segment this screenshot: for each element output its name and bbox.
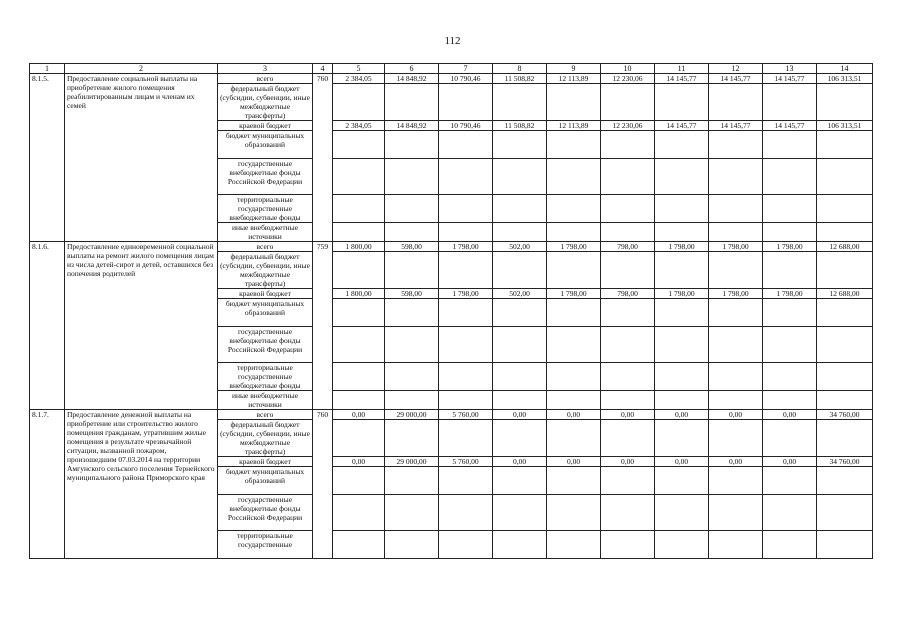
amount-cell — [817, 363, 873, 391]
amount-cell: 14 848,92 — [385, 121, 439, 131]
amount-cell — [333, 159, 385, 195]
amount-cell — [493, 363, 547, 391]
section-code: 8.1.7. — [30, 410, 65, 559]
amount-cell — [493, 252, 547, 289]
amount-cell — [763, 391, 817, 410]
group-code: 760 — [313, 74, 333, 242]
amount-cell — [763, 131, 817, 159]
column-number: 10 — [601, 64, 655, 74]
amount-cell: 1 798,00 — [655, 242, 709, 252]
amount-cell — [655, 495, 709, 531]
column-number: 6 — [385, 64, 439, 74]
amount-cell: 106 313,51 — [817, 74, 873, 84]
amount-cell — [601, 299, 655, 327]
amount-cell — [655, 391, 709, 410]
amount-cell — [655, 363, 709, 391]
amount-cell: 12 230,06 — [601, 74, 655, 84]
column-number: 2 — [65, 64, 218, 74]
amount-cell: 12 688,00 — [817, 242, 873, 252]
amount-cell — [547, 84, 601, 121]
funding-source: иные внебюджетные источники — [218, 223, 313, 242]
amount-cell — [439, 327, 493, 363]
amount-cell: 10 790,46 — [439, 121, 493, 131]
amount-cell: 0,00 — [547, 457, 601, 467]
amount-cell: 14 145,77 — [655, 74, 709, 84]
amount-cell: 0,00 — [333, 457, 385, 467]
amount-cell — [493, 223, 547, 242]
amount-cell: 1 798,00 — [709, 289, 763, 299]
amount-cell: 106 313,51 — [817, 121, 873, 131]
amount-cell — [655, 252, 709, 289]
amount-cell — [709, 391, 763, 410]
amount-cell — [333, 223, 385, 242]
amount-cell — [547, 131, 601, 159]
amount-cell — [709, 495, 763, 531]
amount-cell — [817, 159, 873, 195]
column-number: 9 — [547, 64, 601, 74]
funding-source: всего — [218, 74, 313, 84]
amount-cell — [709, 420, 763, 457]
amount-cell: 5 760,00 — [439, 457, 493, 467]
funding-source: всего — [218, 410, 313, 420]
amount-cell — [439, 420, 493, 457]
amount-cell — [547, 495, 601, 531]
amount-cell: 2 384,05 — [333, 121, 385, 131]
amount-cell: 0,00 — [709, 457, 763, 467]
amount-cell: 0,00 — [655, 457, 709, 467]
amount-cell: 11 508,82 — [493, 74, 547, 84]
amount-cell: 1 798,00 — [547, 242, 601, 252]
amount-cell — [763, 195, 817, 223]
amount-cell: 0,00 — [547, 410, 601, 420]
funding-source: иные внебюджетные источники — [218, 391, 313, 410]
amount-cell — [493, 531, 547, 559]
amount-cell: 0,00 — [601, 410, 655, 420]
amount-cell: 14 145,77 — [763, 74, 817, 84]
amount-cell — [763, 327, 817, 363]
amount-cell — [547, 159, 601, 195]
amount-cell: 0,00 — [493, 410, 547, 420]
amount-cell: 10 790,46 — [439, 74, 493, 84]
amount-cell — [817, 299, 873, 327]
amount-cell: 29 000,00 — [385, 457, 439, 467]
amount-cell — [439, 531, 493, 559]
amount-cell: 0,00 — [493, 457, 547, 467]
column-number: 14 — [817, 64, 873, 74]
amount-cell: 1 798,00 — [655, 289, 709, 299]
amount-cell: 1 800,00 — [333, 289, 385, 299]
amount-cell — [709, 252, 763, 289]
amount-cell — [709, 159, 763, 195]
amount-cell — [655, 84, 709, 121]
amount-cell — [547, 223, 601, 242]
amount-cell: 12 688,00 — [817, 289, 873, 299]
amount-cell — [763, 223, 817, 242]
column-number: 7 — [439, 64, 493, 74]
group-code: 760 — [313, 410, 333, 559]
amount-cell: 1 798,00 — [439, 242, 493, 252]
amount-cell — [601, 84, 655, 121]
amount-cell — [817, 391, 873, 410]
funding-source: территориальные государственные — [218, 531, 313, 559]
amount-cell: 1 798,00 — [547, 289, 601, 299]
amount-cell — [709, 531, 763, 559]
amount-cell — [709, 131, 763, 159]
amount-cell — [655, 467, 709, 495]
column-number: 11 — [655, 64, 709, 74]
funding-source: государственные внебюджетные фонды Российской Федерации — [218, 495, 313, 531]
column-number: 1 — [30, 64, 65, 74]
amount-cell — [385, 131, 439, 159]
amount-cell: 14 145,77 — [655, 121, 709, 131]
amount-cell — [385, 195, 439, 223]
amount-cell — [763, 495, 817, 531]
amount-cell — [333, 467, 385, 495]
amount-cell — [817, 420, 873, 457]
amount-cell: 14 145,77 — [709, 121, 763, 131]
amount-cell: 14 848,92 — [385, 74, 439, 84]
section-code: 8.1.6. — [30, 242, 65, 410]
amount-cell — [493, 131, 547, 159]
section-name: Предоставление единовременной социальной выплаты на ремонт жилого помещения лицам из числа детей-сирот и детей, оставшихся без попечения родителей — [65, 242, 218, 410]
amount-cell: 0,00 — [333, 410, 385, 420]
amount-cell — [763, 531, 817, 559]
amount-cell: 5 760,00 — [439, 410, 493, 420]
amount-cell — [817, 467, 873, 495]
column-number: 3 — [218, 64, 313, 74]
amount-cell: 1 798,00 — [763, 242, 817, 252]
amount-cell — [547, 195, 601, 223]
funding-source: краевой бюджет — [218, 289, 313, 299]
amount-cell — [655, 531, 709, 559]
funding-source: федеральный бюджет (субсидии, субвенции, иные межбюджетные трансферты) — [218, 84, 313, 121]
section-row-total — [30, 410, 873, 420]
amount-cell — [439, 223, 493, 242]
amount-cell: 14 145,77 — [763, 121, 817, 131]
amount-cell: 29 000,00 — [385, 410, 439, 420]
amount-cell — [763, 363, 817, 391]
column-number: 12 — [709, 64, 763, 74]
amount-cell — [493, 420, 547, 457]
amount-cell — [333, 363, 385, 391]
section-name: Предоставление социальной выплаты на приобретение жилого помещения реабилитированным лицам и членам их семей — [65, 74, 218, 242]
amount-cell — [439, 131, 493, 159]
funding-source: федеральный бюджет (субсидии, субвенции, иные межбюджетные трансферты) — [218, 420, 313, 457]
amount-cell — [763, 467, 817, 495]
amount-cell — [817, 495, 873, 531]
amount-cell: 1 800,00 — [333, 242, 385, 252]
amount-cell — [439, 252, 493, 289]
amount-cell — [547, 531, 601, 559]
amount-cell — [333, 131, 385, 159]
amount-cell: 12 113,89 — [547, 121, 601, 131]
funding-source: бюджет муниципальных образований — [218, 299, 313, 327]
amount-cell — [601, 252, 655, 289]
amount-cell — [333, 84, 385, 121]
amount-cell — [709, 467, 763, 495]
amount-cell: 1 798,00 — [763, 289, 817, 299]
amount-cell — [655, 223, 709, 242]
amount-cell: 0,00 — [601, 457, 655, 467]
amount-cell — [493, 84, 547, 121]
amount-cell — [709, 363, 763, 391]
amount-cell — [655, 327, 709, 363]
amount-cell — [601, 363, 655, 391]
funding-source: территориальные государственные внебюджетные фонды — [218, 195, 313, 223]
amount-cell — [385, 531, 439, 559]
amount-cell — [547, 467, 601, 495]
amount-cell — [709, 223, 763, 242]
amount-cell — [493, 327, 547, 363]
amount-cell — [493, 391, 547, 410]
amount-cell: 34 760,00 — [817, 457, 873, 467]
amount-cell — [333, 299, 385, 327]
amount-cell — [709, 327, 763, 363]
section-row-total — [30, 74, 873, 84]
amount-cell — [385, 391, 439, 410]
group-code: 759 — [313, 242, 333, 410]
amount-cell — [333, 391, 385, 410]
amount-cell — [547, 391, 601, 410]
amount-cell: 598,00 — [385, 242, 439, 252]
amount-cell — [817, 531, 873, 559]
amount-cell: 598,00 — [385, 289, 439, 299]
amount-cell — [601, 467, 655, 495]
amount-cell — [817, 195, 873, 223]
amount-cell — [439, 84, 493, 121]
amount-cell: 0,00 — [763, 457, 817, 467]
amount-cell — [601, 159, 655, 195]
amount-cell — [655, 131, 709, 159]
amount-cell — [763, 252, 817, 289]
amount-cell — [655, 159, 709, 195]
budget-table — [29, 63, 873, 559]
amount-cell: 12 230,06 — [601, 121, 655, 131]
amount-cell — [439, 159, 493, 195]
amount-cell — [439, 195, 493, 223]
amount-cell — [601, 495, 655, 531]
column-number: 8 — [493, 64, 547, 74]
amount-cell — [439, 467, 493, 495]
amount-cell: 2 384,05 — [333, 74, 385, 84]
funding-source: краевой бюджет — [218, 457, 313, 467]
amount-cell — [439, 495, 493, 531]
amount-cell: 798,00 — [601, 289, 655, 299]
amount-cell — [439, 391, 493, 410]
amount-cell — [333, 327, 385, 363]
amount-cell: 0,00 — [763, 410, 817, 420]
amount-cell — [817, 131, 873, 159]
section-code: 8.1.5. — [30, 74, 65, 242]
amount-cell — [601, 195, 655, 223]
amount-cell: 34 760,00 — [817, 410, 873, 420]
amount-cell — [655, 195, 709, 223]
amount-cell — [817, 223, 873, 242]
amount-cell — [547, 252, 601, 289]
amount-cell — [385, 363, 439, 391]
amount-cell — [601, 131, 655, 159]
amount-cell — [709, 299, 763, 327]
amount-cell — [763, 420, 817, 457]
amount-cell — [547, 299, 601, 327]
amount-cell — [493, 495, 547, 531]
column-number-row — [30, 64, 873, 74]
amount-cell: 1 798,00 — [709, 242, 763, 252]
funding-source: территориальные государственные внебюджетные фонды — [218, 363, 313, 391]
amount-cell — [817, 252, 873, 289]
amount-cell: 502,00 — [493, 242, 547, 252]
amount-cell — [709, 84, 763, 121]
amount-cell: 12 113,89 — [547, 74, 601, 84]
amount-cell — [333, 252, 385, 289]
column-number: 4 — [313, 64, 333, 74]
amount-cell — [333, 531, 385, 559]
amount-cell — [385, 327, 439, 363]
funding-source: всего — [218, 242, 313, 252]
amount-cell — [817, 84, 873, 121]
amount-cell — [547, 327, 601, 363]
amount-cell — [547, 420, 601, 457]
funding-source: бюджет муниципальных образований — [218, 467, 313, 495]
amount-cell — [385, 299, 439, 327]
amount-cell: 0,00 — [655, 410, 709, 420]
funding-source: государственные внебюджетные фонды Российской Федерации — [218, 159, 313, 195]
funding-source: федеральный бюджет (субсидии, субвенции, иные межбюджетные трансферты) — [218, 252, 313, 289]
column-number: 5 — [333, 64, 385, 74]
funding-source: бюджет муниципальных образований — [218, 131, 313, 159]
amount-cell — [547, 363, 601, 391]
amount-cell — [439, 299, 493, 327]
amount-cell — [763, 84, 817, 121]
amount-cell — [763, 159, 817, 195]
column-number: 13 — [763, 64, 817, 74]
amount-cell — [439, 363, 493, 391]
amount-cell — [385, 420, 439, 457]
amount-cell — [763, 299, 817, 327]
amount-cell: 11 508,82 — [493, 121, 547, 131]
amount-cell — [333, 195, 385, 223]
section-name: Предоставление денежной выплаты на приобретение или строительство жилого помещения гражданам, утратившим жилые помещения в результате чрезвычайной ситуации, вызванной пожаром, произошедшим 07.03.2014 на территории Амгунского сельского поселения Тернейского муниципального района Приморского края — [65, 410, 218, 559]
amount-cell: 502,00 — [493, 289, 547, 299]
amount-cell: 0,00 — [709, 410, 763, 420]
amount-cell — [817, 327, 873, 363]
amount-cell: 14 145,77 — [709, 74, 763, 84]
amount-cell — [493, 299, 547, 327]
amount-cell — [493, 159, 547, 195]
funding-source: государственные внебюджетные фонды Российской Федерации — [218, 327, 313, 363]
funding-source: краевой бюджет — [218, 121, 313, 131]
amount-cell — [601, 327, 655, 363]
amount-cell — [601, 420, 655, 457]
amount-cell — [385, 467, 439, 495]
amount-cell — [493, 195, 547, 223]
amount-cell — [601, 223, 655, 242]
amount-cell — [385, 84, 439, 121]
page-number: 112 — [444, 35, 461, 47]
amount-cell: 1 798,00 — [439, 289, 493, 299]
amount-cell — [601, 531, 655, 559]
amount-cell — [385, 223, 439, 242]
amount-cell — [655, 299, 709, 327]
amount-cell — [385, 252, 439, 289]
section-row-total — [30, 242, 873, 252]
amount-cell — [333, 420, 385, 457]
amount-cell — [601, 391, 655, 410]
amount-cell — [493, 467, 547, 495]
amount-cell — [385, 159, 439, 195]
amount-cell — [333, 495, 385, 531]
amount-cell — [385, 495, 439, 531]
amount-cell — [655, 420, 709, 457]
amount-cell — [709, 195, 763, 223]
amount-cell: 798,00 — [601, 242, 655, 252]
